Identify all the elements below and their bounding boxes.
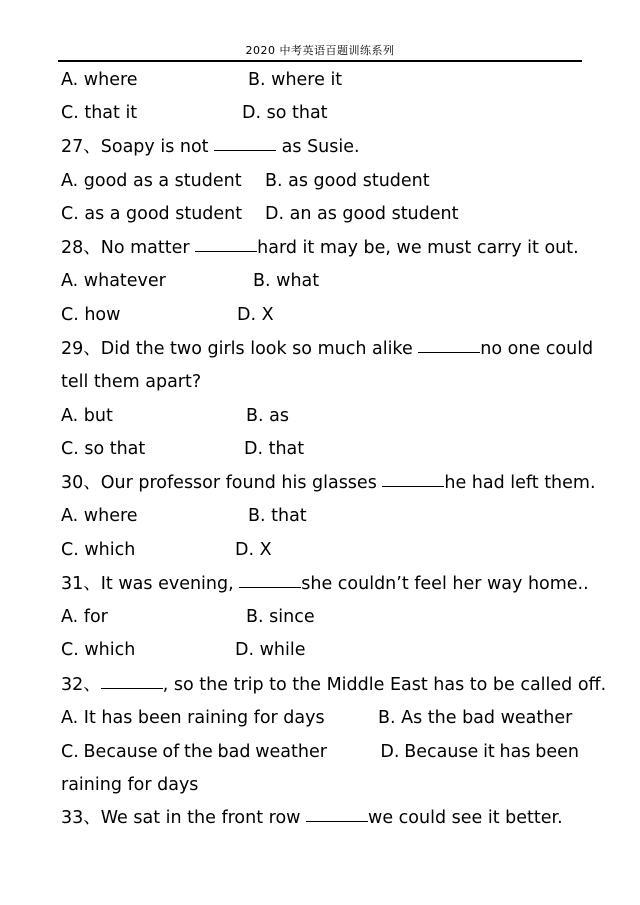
q28-stem-post: hard it may be, we must carry it out. [257, 238, 579, 258]
q30-stem-pre: 30、Our professor found his glasses [61, 473, 383, 493]
q32-option-c-word: of [162, 742, 180, 762]
q32-stem-post: , so the trip to the Middle East has to be called off. [162, 675, 607, 695]
q27-answer-blank [214, 149, 276, 151]
q32-option-c-word: C. [61, 742, 79, 762]
q32-option-b: B. As the bad weather [378, 708, 573, 728]
q26-option-c: C. that it [61, 103, 138, 123]
q28-option-d: D. X [237, 305, 274, 325]
q32-option-c-word: bad [217, 742, 251, 762]
q27-option-b: B. as good student [265, 171, 430, 191]
q26-option-d: D. so that [242, 103, 328, 123]
q27-stem-post: as Susie. [276, 137, 360, 157]
q32-option-a: A. It has been raining for days [61, 708, 325, 728]
q27-option-c: C. as a good student [61, 204, 243, 224]
q29-option-a: A. but [61, 406, 113, 426]
header-rule [58, 60, 582, 62]
q28-option-b: B. what [253, 271, 320, 291]
q30-option-d: D. X [235, 540, 272, 560]
q32-option-c-word: Because [83, 742, 158, 762]
q32-option-d-word: been [535, 742, 579, 762]
q32-option-d-word: Because [404, 742, 479, 762]
q33-answer-blank [306, 820, 368, 822]
q30-stem [61, 471, 596, 495]
q32-option-c-word: weather [255, 742, 327, 762]
q31-option-d: D. while [235, 640, 306, 660]
q31-option-b: B. since [246, 607, 315, 627]
q26-option-a: A. where [61, 70, 138, 90]
q30-option-c: C. which [61, 540, 136, 560]
q27-option-d: D. an as good student [265, 204, 459, 224]
q28-option-a: A. whatever [61, 271, 166, 291]
q33-stem [61, 806, 581, 830]
q30-stem-post: he had left them. [444, 473, 596, 493]
q29-stem-pre: 29、Did the two girls look so much alike [61, 339, 419, 359]
q31-answer-blank [239, 586, 301, 588]
q33-stem-pre: 33、We sat in the front row [61, 808, 307, 828]
q29-option-c: C. so that [61, 439, 146, 459]
q32-stem-pre: 32、 [61, 675, 101, 695]
q31-option-a: A. for [61, 607, 108, 627]
q29-option-b: B. as [246, 406, 289, 426]
q30-option-a: A. where [61, 506, 138, 526]
q31-stem-post: she couldn’t feel her way home.. [301, 574, 589, 594]
q32-option-gap [332, 740, 376, 764]
q29-stem-continued: tell them apart? [61, 372, 202, 392]
q30-answer-blank [382, 485, 444, 487]
q27-stem [61, 135, 581, 159]
q32-option-d-continued: raining for days [61, 775, 199, 795]
q30-option-b: B. that [248, 506, 307, 526]
q31-stem [61, 572, 589, 596]
q31-option-c: C. which [61, 640, 136, 660]
q29-stem [61, 337, 594, 361]
q32-options-row-2 [61, 740, 579, 764]
q32-option-d-word: it [483, 742, 495, 762]
page-header: 2020 中考英语百题训练系列 [245, 44, 395, 57]
q33-stem-post: we could see it better. [368, 808, 563, 828]
q27-option-a: A. good as a student [61, 171, 242, 191]
q27-stem-pre: 27、Soapy is not [61, 137, 215, 157]
q32-option-c-word: the [184, 742, 213, 762]
q29-option-d: D. that [244, 439, 305, 459]
q32-answer-blank [101, 687, 163, 689]
q28-answer-blank [195, 250, 257, 252]
q28-stem [61, 236, 581, 260]
q29-answer-blank [418, 351, 480, 353]
q28-stem-pre: 28、No matter [61, 238, 196, 258]
q32-option-d-word: D. [380, 742, 400, 762]
q31-stem-pre: 31、It was evening, [61, 574, 240, 594]
q26-option-b: B. where it [248, 70, 343, 90]
q28-option-c: C. how [61, 305, 121, 325]
q29-stem-post: no one could [480, 339, 594, 359]
q32-stem [61, 673, 607, 697]
q32-option-d-word: has [499, 742, 531, 762]
